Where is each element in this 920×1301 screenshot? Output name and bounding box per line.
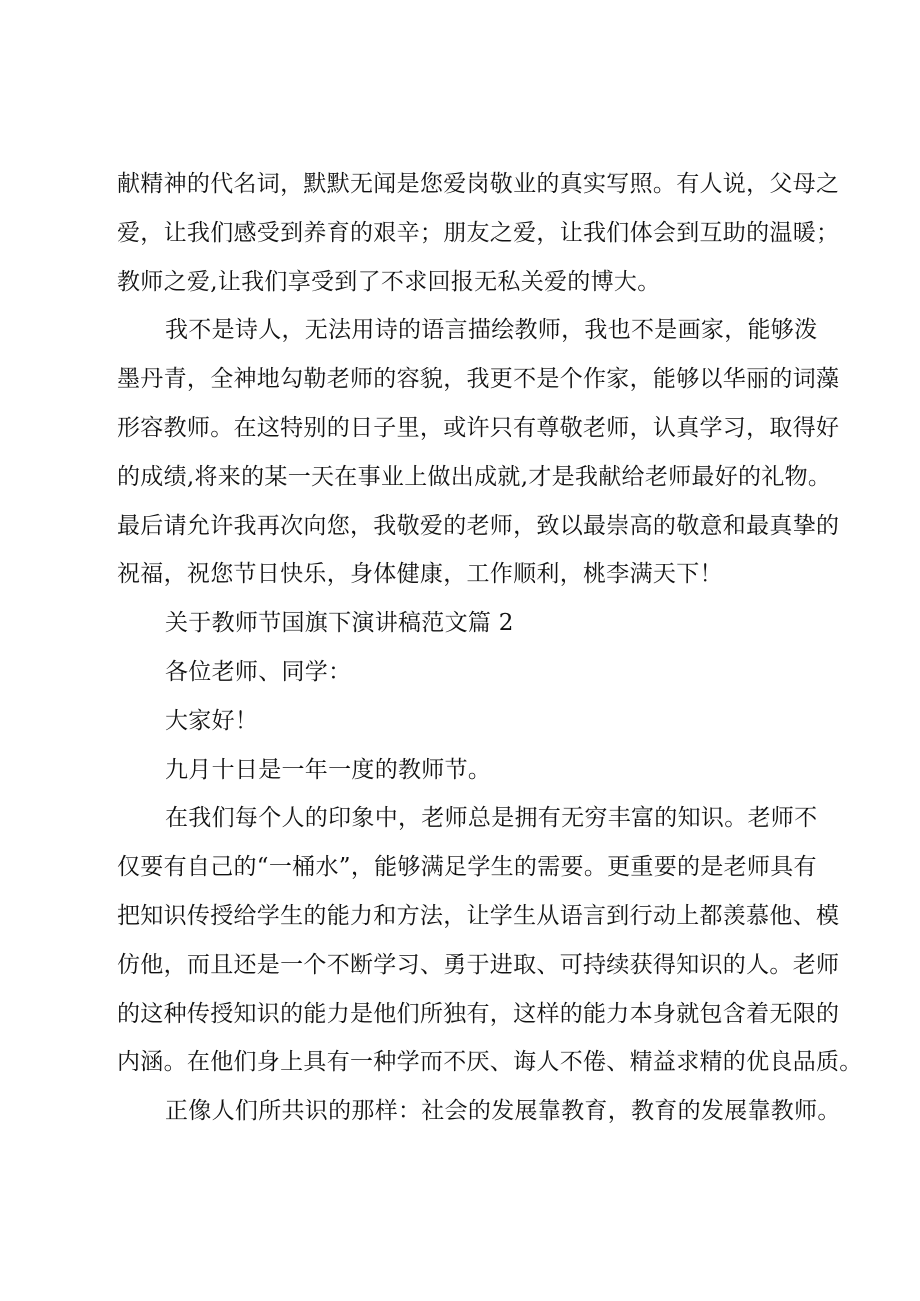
- section-heading: [117, 599, 847, 648]
- paragraph: [117, 1087, 847, 1136]
- text-line: 墨丹青，全神地勾勒老师的容貌，我更不是个作家，能够以华丽的词藻: [117, 366, 840, 393]
- text-line: 仿他，而且还是一个不断学习、勇于进取、可持续获得知识的人。老师: [117, 951, 840, 978]
- heading-line: 关于教师节国旗下演讲稿范文篇 2: [165, 610, 514, 637]
- text-line: 九月十日是一年一度的教师节。: [165, 756, 492, 783]
- text-line: 教师之爱,让我们享受到了不求回报无私关爱的博大。: [117, 268, 661, 295]
- document-body: [117, 160, 863, 1136]
- text-line: 爱，让我们感受到养育的艰辛；朋友之爱，让我们体会到互助的温暖；: [117, 219, 840, 246]
- paragraph: [117, 160, 847, 306]
- text-line: 仅要有自己的“一桶水”，能够满足学生的需要。更重要的是老师具有: [117, 854, 817, 881]
- text-line: 形容教师。在这特别的日子里，或许只有尊敬老师，认真学习，取得好: [117, 414, 840, 441]
- text-line: 正像人们所共识的那样：社会的发展靠教育，教育的发展靠教师。: [165, 1098, 841, 1125]
- text-line: 最后请允许我再次向您，我敬爱的老师，致以最崇高的敬意和最真挚的: [117, 512, 840, 539]
- paragraph: [117, 794, 863, 1087]
- text-line: 在我们每个人的印象中，老师总是拥有无穷丰富的知识。老师不: [165, 805, 818, 832]
- text-line: 大家好！: [165, 707, 259, 734]
- paragraph: [117, 306, 847, 599]
- text-line: 祝福，祝您节日快乐，身体健康，工作顺利，桃李满天下！: [117, 561, 723, 588]
- text-line: 我不是诗人，无法用诗的语言描绘教师，我也不是画家，能够泼: [165, 317, 818, 344]
- text-line: 把知识传授给学生的能力和方法，让学生从语言到行动上都羡慕他、模: [117, 902, 840, 929]
- paragraph: [117, 746, 847, 795]
- text-line: 献精神的代名词，默默无闻是您爱岗敬业的真实写照。有人说，父母之: [117, 171, 840, 197]
- salutation: [117, 648, 847, 697]
- greeting: [117, 697, 847, 746]
- text-line: 的这种传授知识的能力是他们所独有，这样的能力本身就包含着无限的: [117, 1000, 840, 1027]
- text-line: 的成绩,将来的某一天在事业上做出成就,才是我献给老师最好的礼物。: [117, 463, 832, 490]
- text-line: 内涵。在他们身上具有一种学而不厌、诲人不倦、精益求精的优良品质。: [117, 1049, 863, 1076]
- text-line: 各位老师、同学：: [165, 658, 352, 685]
